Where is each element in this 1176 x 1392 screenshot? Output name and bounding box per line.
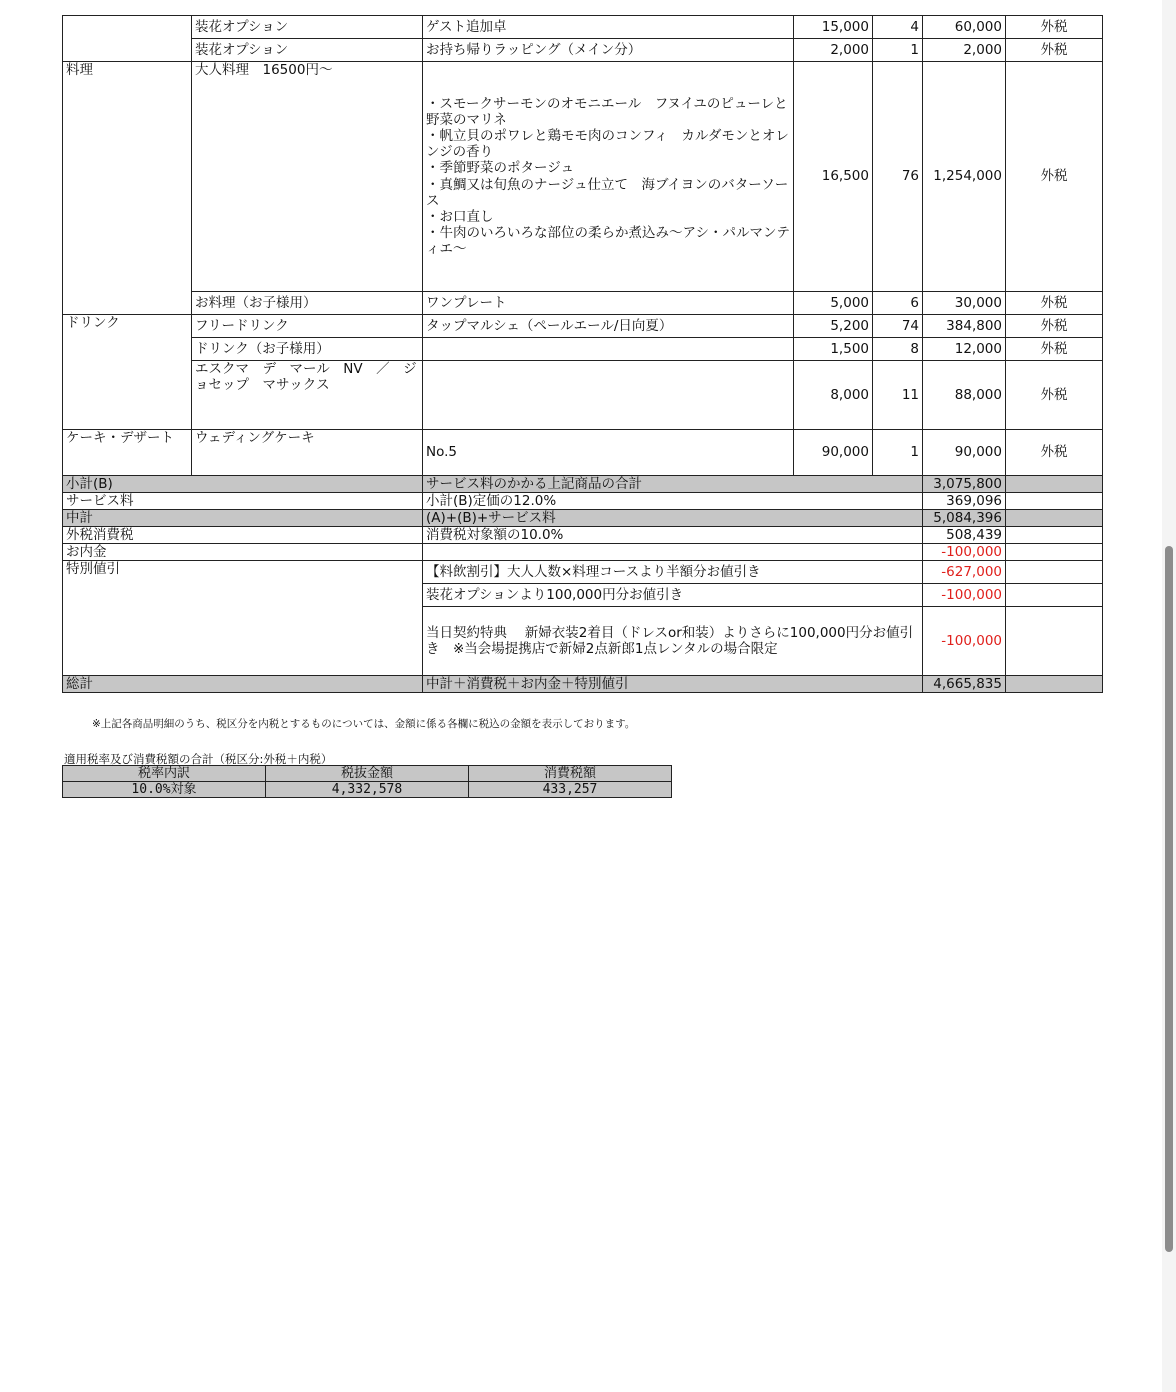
amount-excl-tax-cell: 4,332,578	[266, 782, 469, 798]
table-row	[63, 315, 1103, 338]
table-row	[63, 39, 1103, 62]
detail-cell: お持ち帰りラッピング（メイン分）	[423, 39, 794, 62]
summary-row-deposit	[63, 544, 1103, 561]
tax-type-cell: 外税	[1006, 62, 1103, 292]
item-cell: ウェディングケーキ	[192, 430, 423, 476]
amount-cell: 2,000	[923, 39, 1006, 62]
tax-display-note: ※上記各商品明細のうち、税区分を内税とするものについては、金額に係る各欄に税込の金額を表示しております。	[92, 718, 636, 730]
header-tax-amount: 消費税額	[469, 766, 672, 782]
table-row	[63, 62, 1103, 292]
quantity-cell: 1	[873, 430, 923, 476]
tax-type-cell: 外税	[1006, 39, 1103, 62]
discount-amount: -100,000	[923, 607, 1006, 676]
tax-amount-cell: 433,257	[469, 782, 672, 798]
summary-amount: 5,084,396	[923, 510, 1006, 527]
quantity-cell: 74	[873, 315, 923, 338]
unit-price-cell: 15,000	[794, 16, 873, 39]
detail-cell: タップマルシェ（ペールエール/日向夏）	[423, 315, 794, 338]
discount-desc: 装花オプションより100,000円分お値引き	[423, 584, 923, 607]
summary-row-tax	[63, 527, 1103, 544]
table-row	[63, 338, 1103, 361]
menu-item: ・牛肉のいろいろな部位の柔らか煮込み～アシ・パルマンティエ～	[426, 225, 790, 258]
category-cell	[63, 16, 192, 62]
vertical-scrollbar[interactable]	[1162, 0, 1176, 1392]
detail-cell	[423, 338, 794, 361]
menu-item: ・季節野菜のポタージュ	[426, 160, 574, 177]
quantity-cell: 4	[873, 16, 923, 39]
summary-label: お内金	[63, 544, 423, 561]
summary-amount: 4,665,835	[923, 676, 1006, 693]
summary-amount: 369,096	[923, 493, 1006, 510]
amount-cell: 1,254,000	[923, 62, 1006, 292]
unit-price-cell: 5,000	[794, 292, 873, 315]
discount-desc: 当日契約特典 新婦衣装2着目（ドレスor和装）よりさらに100,000円分お値引き ※当会場提携店で新婦2点新郎1点レンタルの場合限定	[423, 607, 923, 676]
table-row	[63, 292, 1103, 315]
table-row	[63, 361, 1103, 430]
summary-row-subtotal	[63, 476, 1103, 493]
unit-price-cell: 2,000	[794, 39, 873, 62]
summary-label: 小計(B)	[63, 476, 423, 493]
item-cell: エスクマ デ マール NV ／ ジョセップ マサックス	[192, 361, 423, 430]
tax-summary-table	[62, 765, 672, 798]
amount-cell: 30,000	[923, 292, 1006, 315]
menu-item: ・帆立貝のポワレと鶏モモ肉のコンフィ カルダモンとオレンジの香り	[426, 127, 789, 161]
category-cell: ドリンク	[63, 315, 192, 430]
item-cell: フリードリンク	[192, 315, 423, 338]
table-row	[63, 430, 1103, 476]
amount-cell: 90,000	[923, 430, 1006, 476]
header-amount-excl-tax: 税抜金額	[266, 766, 469, 782]
quantity-cell: 1	[873, 39, 923, 62]
tax-type-cell: 外税	[1006, 361, 1103, 430]
detail-cell	[423, 361, 794, 430]
item-cell: 装花オプション	[192, 39, 423, 62]
summary-desc: 小計(B)定価の12.0%	[423, 493, 923, 510]
item-cell: ドリンク（お子様用）	[192, 338, 423, 361]
summary-row-total	[63, 676, 1103, 693]
summary-desc	[423, 544, 923, 561]
tax-type-cell: 外税	[1006, 292, 1103, 315]
item-cell: 装花オプション	[192, 16, 423, 39]
summary-desc: 中計＋消費税＋お内金＋特別値引	[423, 676, 923, 693]
unit-price-cell: 5,200	[794, 315, 873, 338]
unit-price-cell: 90,000	[794, 430, 873, 476]
menu-item: ・スモークサーモンのオモニエール フヌイユのピューレと野菜のマリネ	[426, 95, 788, 128]
summary-label: サービス料	[63, 493, 423, 510]
menu-item: ・お口直し	[426, 208, 494, 225]
detail-cell: No.5	[423, 430, 794, 476]
tax-summary-title: 適用税率及び消費税額の合計（税区分:外税＋内税）	[64, 752, 333, 766]
quantity-cell: 76	[873, 62, 923, 292]
discount-row	[63, 561, 1103, 584]
estimate-table	[62, 15, 1103, 693]
discount-amount: -100,000	[923, 584, 1006, 607]
tax-summary-header	[63, 766, 672, 782]
summary-row-middle	[63, 510, 1103, 527]
tax-rate-cell: 10.0%対象	[63, 782, 266, 798]
scrollbar-thumb[interactable]	[1165, 546, 1173, 1252]
menu-item: ・真鯛又は旬魚のナージュ仕立て 海ブイヨンのバターソース	[426, 176, 789, 209]
discount-desc: 【料飲割引】大人人数×料理コースより半額分お値引き	[423, 561, 923, 584]
unit-price-cell: 16,500	[794, 62, 873, 292]
summary-label: 外税消費税	[63, 527, 423, 544]
tax-type-cell: 外税	[1006, 16, 1103, 39]
item-cell: お料理（お子様用）	[192, 292, 423, 315]
summary-label: 総計	[63, 676, 423, 693]
summary-desc: (A)+(B)+サービス料	[423, 510, 923, 527]
summary-amount: -100,000	[923, 544, 1006, 561]
summary-row-service	[63, 493, 1103, 510]
tax-summary-row	[63, 782, 672, 798]
summary-label: 特別値引	[63, 561, 423, 676]
summary-desc: 消費税対象額の10.0%	[423, 527, 923, 544]
tax-type-cell: 外税	[1006, 430, 1103, 476]
quantity-cell: 6	[873, 292, 923, 315]
header-tax-rate: 税率内訳	[63, 766, 266, 782]
summary-amount: 3,075,800	[923, 476, 1006, 493]
table-row	[63, 16, 1103, 39]
menu-detail-cell	[423, 62, 794, 292]
category-cell: ケーキ・デザート	[63, 430, 192, 476]
amount-cell: 88,000	[923, 361, 1006, 430]
category-cell: 料理	[63, 62, 192, 315]
quantity-cell: 11	[873, 361, 923, 430]
discount-amount: -627,000	[923, 561, 1006, 584]
detail-cell: ゲスト追加卓	[423, 16, 794, 39]
unit-price-cell: 8,000	[794, 361, 873, 430]
amount-cell: 12,000	[923, 338, 1006, 361]
amount-cell: 60,000	[923, 16, 1006, 39]
tax-type-cell: 外税	[1006, 315, 1103, 338]
item-cell: 大人料理 16500円～	[192, 62, 423, 292]
tax-type-cell: 外税	[1006, 338, 1103, 361]
summary-desc: サービス料のかかる上記商品の合計	[423, 476, 923, 493]
amount-cell: 384,800	[923, 315, 1006, 338]
summary-amount: 508,439	[923, 527, 1006, 544]
unit-price-cell: 1,500	[794, 338, 873, 361]
quantity-cell: 8	[873, 338, 923, 361]
detail-cell: ワンプレート	[423, 292, 794, 315]
summary-label: 中計	[63, 510, 423, 527]
